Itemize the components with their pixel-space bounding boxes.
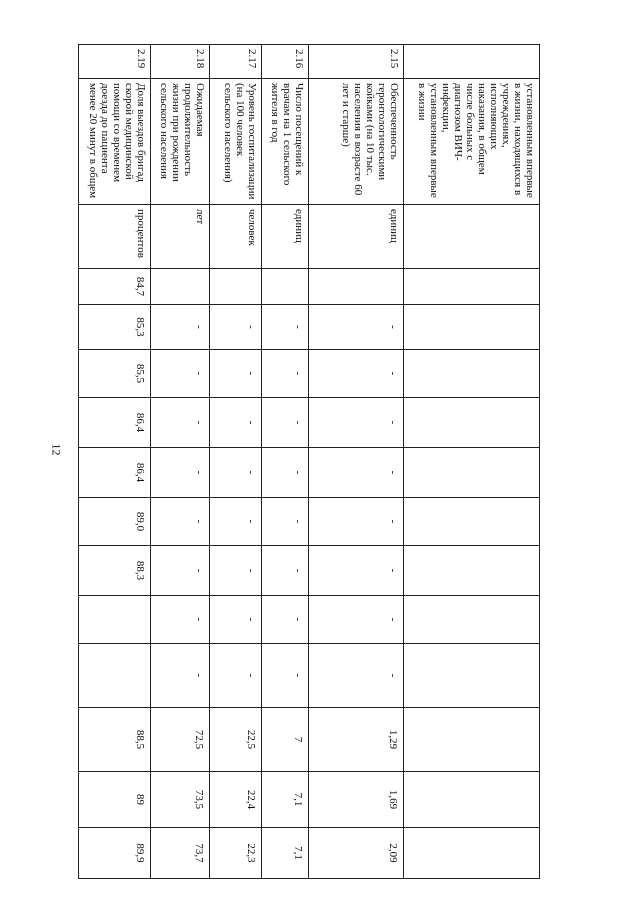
- value-cell: -: [210, 498, 262, 546]
- value-cell: -: [151, 596, 210, 644]
- unit-cell: человек: [210, 205, 262, 269]
- value-cell: -: [261, 398, 308, 448]
- value-cell: -: [151, 644, 210, 708]
- value-cell: 85,3: [79, 305, 151, 350]
- value-cell: -: [261, 644, 308, 708]
- indicator-name-cell: Доля выездов бригад скорой медицинской помощи со временем доезда до пациента менее 20 минут в общем: [79, 79, 151, 205]
- value-cell: -: [210, 644, 262, 708]
- value-cell: -: [151, 305, 210, 350]
- row-number-cell: 2.15: [308, 45, 403, 79]
- value-cell: [403, 448, 539, 498]
- value-cell: -: [210, 305, 262, 350]
- table-row: [261, 45, 308, 879]
- value-cell: 73,7: [151, 828, 210, 879]
- value-cell: -: [151, 398, 210, 448]
- value-cell: 86,4: [79, 448, 151, 498]
- indicator-name-cell: Число посещений к врачам на 1 сельского жителя в год: [261, 79, 308, 205]
- value-cell: [403, 708, 539, 772]
- value-cell: 84,7: [79, 269, 151, 305]
- value-cell: -: [210, 596, 262, 644]
- value-cell: -: [308, 398, 403, 448]
- value-cell: -: [210, 350, 262, 398]
- row-number-cell: 2.17: [210, 45, 262, 79]
- value-cell: 22,4: [210, 772, 262, 828]
- value-cell: 2,09: [308, 828, 403, 879]
- value-cell: [79, 596, 151, 644]
- value-cell: -: [261, 596, 308, 644]
- value-cell: 22,5: [210, 708, 262, 772]
- value-cell: -: [308, 448, 403, 498]
- value-cell: -: [151, 350, 210, 398]
- value-cell: [308, 269, 403, 305]
- value-cell: 1,69: [308, 772, 403, 828]
- value-cell: [403, 596, 539, 644]
- unit-cell: процентов: [79, 205, 151, 269]
- value-cell: [403, 772, 539, 828]
- document-sheet: [78, 44, 540, 878]
- value-cell: -: [210, 546, 262, 596]
- value-cell: -: [308, 546, 403, 596]
- value-cell: 7,1: [261, 772, 308, 828]
- value-cell: -: [261, 448, 308, 498]
- value-cell: -: [261, 305, 308, 350]
- value-cell: -: [261, 498, 308, 546]
- value-cell: 7,1: [261, 828, 308, 879]
- indicator-name-cell: Ожидаемая продолжительность жизни при рождении сельского населения: [151, 79, 210, 205]
- value-cell: -: [151, 498, 210, 546]
- value-cell: -: [308, 498, 403, 546]
- value-cell: [210, 269, 262, 305]
- value-cell: -: [308, 644, 403, 708]
- value-cell: 22,3: [210, 828, 262, 879]
- unit-cell: [403, 205, 539, 269]
- value-cell: -: [151, 546, 210, 596]
- value-cell: 88,5: [79, 708, 151, 772]
- value-cell: 89: [79, 772, 151, 828]
- value-cell: [403, 350, 539, 398]
- table-row: [210, 45, 262, 879]
- value-cell: -: [308, 350, 403, 398]
- value-cell: 86,4: [79, 398, 151, 448]
- page-number: 12: [49, 443, 64, 456]
- value-cell: [79, 644, 151, 708]
- value-cell: [403, 398, 539, 448]
- value-cell: 73,5: [151, 772, 210, 828]
- rotated-table-wrapper: [78, 44, 540, 878]
- value-cell: 1,29: [308, 708, 403, 772]
- indicators-table: [78, 44, 540, 879]
- table-row: [79, 45, 151, 879]
- value-cell: 7: [261, 708, 308, 772]
- value-cell: 89,0: [79, 498, 151, 546]
- value-cell: -: [308, 305, 403, 350]
- value-cell: [403, 269, 539, 305]
- row-number-cell: [403, 45, 539, 79]
- row-number-cell: 2.19: [79, 45, 151, 79]
- value-cell: [151, 269, 210, 305]
- table-row: [308, 45, 403, 879]
- unit-cell: единиц: [261, 205, 308, 269]
- value-cell: [403, 644, 539, 708]
- value-cell: [403, 546, 539, 596]
- table-body: [79, 45, 540, 879]
- value-cell: [403, 305, 539, 350]
- unit-cell: лет: [151, 205, 210, 269]
- row-number-cell: 2.16: [261, 45, 308, 79]
- table-row: [151, 45, 210, 879]
- value-cell: [403, 498, 539, 546]
- value-cell: -: [210, 448, 262, 498]
- value-cell: -: [261, 546, 308, 596]
- value-cell: -: [151, 448, 210, 498]
- indicator-name-cell: установленным впервые в жизни, находящихся в учреждениях, исполняющих наказания, в общем числе больных с диагнозом ВИЧ-инфекции, установленным впервые в жизни: [403, 79, 539, 205]
- row-number-cell: 2.18: [151, 45, 210, 79]
- value-cell: -: [308, 596, 403, 644]
- indicator-name-cell: Уровень госпитализации (на 100 человек сельского населения): [210, 79, 262, 205]
- value-cell: 72,5: [151, 708, 210, 772]
- value-cell: -: [210, 398, 262, 448]
- table-row: [403, 45, 539, 879]
- value-cell: [403, 828, 539, 879]
- indicator-name-cell: Обеспеченность геронтологическими койками (на 10 тыс. населения в возрасте 60 лет и старше): [308, 79, 403, 205]
- value-cell: 88,3: [79, 546, 151, 596]
- unit-cell: единиц: [308, 205, 403, 269]
- value-cell: 85,5: [79, 350, 151, 398]
- value-cell: 89,9: [79, 828, 151, 879]
- value-cell: -: [261, 350, 308, 398]
- value-cell: [261, 269, 308, 305]
